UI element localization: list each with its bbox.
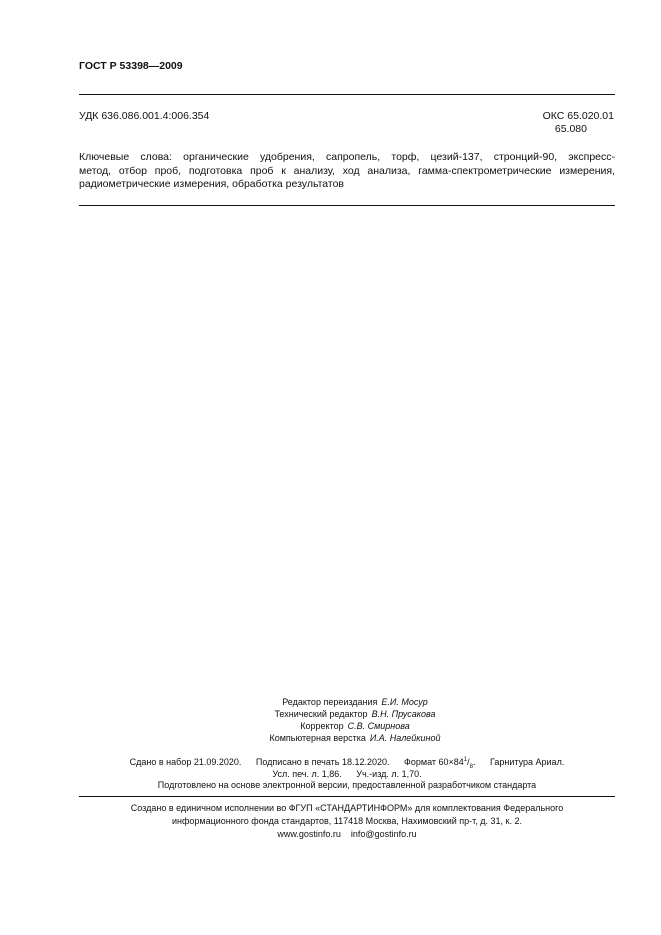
prepared-note: Подготовлено на основе электронной версии, предоставленной разработчиком стандарта <box>157 780 537 790</box>
footer-divider <box>79 796 615 797</box>
credit-corrector <box>170 720 540 732</box>
footer-links <box>79 828 615 841</box>
keywords-line-3: радиометрические измерения, обработка результатов <box>79 178 345 190</box>
typeset-date: Сдано в набор 21.09.2020. <box>129 757 242 767</box>
credit-tech-editor-name: В.Н. Прусакова <box>371 709 436 719</box>
credit-corrector-label: Корректор <box>300 721 344 731</box>
credit-editor-name: Е.И. Мосур <box>381 697 428 707</box>
credit-corrector-name: С.В. Смирнова <box>347 721 410 731</box>
credit-layout <box>170 732 540 744</box>
keywords-line-1: Ключевые слова: органические удобрения, сапропель, торф, цезий-137, стронций-90, экспресс- <box>79 151 615 163</box>
credits-block <box>170 696 540 744</box>
credit-layout-label: Компьютерная верстка <box>269 733 366 743</box>
format-numerator: 1 <box>463 757 468 763</box>
format-suffix: . <box>472 757 476 767</box>
print-sheets: Усл. печ. л. 1,86. <box>272 769 342 779</box>
keywords-line-2: метод, отбор проб, подготовка проб к анализу, ход анализа, гамма-спектрометрические измерения, <box>79 164 615 177</box>
oks-line-1: ОКС 65.020.01 <box>542 110 614 122</box>
oks-code <box>490 110 614 136</box>
top-divider <box>79 94 615 95</box>
footer-block <box>79 802 615 841</box>
keywords-block <box>79 151 615 192</box>
print-info-row-1 <box>79 757 615 770</box>
format-denominator: 8 <box>469 763 473 770</box>
signed-date: Подписано в печать 18.12.2020. <box>255 757 390 767</box>
credit-editor-label: Редактор переиздания <box>282 697 378 707</box>
font-info: Гарнитура Ариал. <box>490 757 565 767</box>
print-info-row-2 <box>79 769 615 779</box>
udk-code: УДК 636.086.001.4:006.354 <box>79 110 210 122</box>
credit-tech-editor-label: Технический редактор <box>274 709 368 719</box>
credit-editor <box>170 696 540 708</box>
footer-line-1: Создано в единичном исполнении во ФГУП «СТАНДАРТИНФОРМ» для комплектования Федерального <box>130 803 564 813</box>
footer-line-2: информационного фонда стандартов, 117418 Москва, Нахимовский пр-т, д. 31, к. 2. <box>171 816 523 826</box>
oks-line-2: 65.080 <box>554 123 587 135</box>
keywords-divider <box>79 205 615 206</box>
format-prefix: Формат 60×84 <box>404 757 464 767</box>
paper-format: Формат $60\times 84^1/_8$. <box>404 757 476 770</box>
pub-sheets: Уч.-изд. л. 1,70. <box>356 769 422 779</box>
standard-code: ГОСТ Р 53398—2009 <box>79 60 183 72</box>
credit-tech-editor <box>170 708 540 720</box>
email-link[interactable]: info@gostinfo.ru <box>350 829 417 839</box>
credit-layout-name: И.А. Налейкиной <box>369 733 441 743</box>
website-link[interactable]: www.gostinfo.ru <box>277 829 341 839</box>
